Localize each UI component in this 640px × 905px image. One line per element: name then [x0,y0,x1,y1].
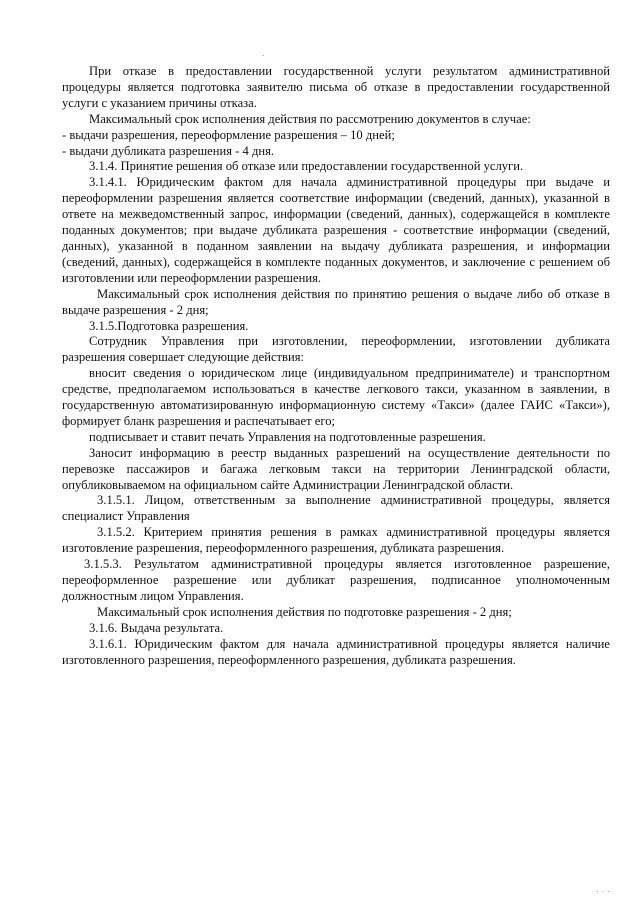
scan-dot-top: · [262,50,265,60]
paragraph: 3.1.5.3. Результатом административной процедуры является изготовленное разрешение, переоформленное разрешение или дубликат разрешения, подписанное уполномоченным должностным лицом Управления. [62,557,610,603]
paragraph: 3.1.6. Выдача результата. [89,620,224,635]
paragraph: Максимальный срок исполнения действия по рассмотрению документов в случае: [89,111,531,126]
paragraph: Максимальный срок исполнения действия по подготовке разрешения - 2 дня; [97,604,512,619]
paragraph: - выдачи дубликата разрешения - 4 дня. [62,143,275,158]
paragraph: 3.1.4. Принятие решения об отказе или предоставлении государственной услуги. [89,159,524,174]
paragraph: 3.1.5.2. Критерием принятия решения в рамках административной процедуры является изготовление разрешения, переоформленного разрешения, дубликата разрешения. [62,525,610,556]
paragraph: При отказе в предоставлении государственной услуги результатом административной процедуры является подготовка заявителю письма об отказе в предоставлении государственной услуги с указанием причины отказа. [62,64,610,110]
paragraph: 3.1.6.1. Юридическим фактом для начала административной процедуры является наличие изготовленного разрешения, переоформленного разрешения, дубликата разрешения. [62,636,610,667]
paragraph: Заносит информацию в реестр выданных разрешений на осуществление деятельности по перевозке пассажиров и багажа легковым такси на территории Ленинградской области, опубликовываемом на официальном сайте Администрации Ленинградской области. [62,445,610,492]
paragraph: 3.1.5.1. Лицом, ответственным за выполнение административной процедуры, является специалист Управления [62,493,610,524]
paragraph: подписывает и ставит печать Управления на подготовленные разрешения. [89,429,486,444]
document-page [62,64,610,668]
paragraph: 3.1.4.1. Юридическим фактом для начала административной процедуры при выдаче и переоформлении разрешения является соответствие информации (сведений, данных), указанной в ответе на межведомственный запрос, информации (сведений, данных), содержащейся в комплекте поданных документов; при выдаче дубликата разрешения - соответствие информации (сведений, данных), указанной в поданном заявлении на выдачу дубликата разрешения, и информации (сведений, данных), содержащейся в комплекте поданных документов, и заключение с решением об изготовлении или переоформлении разрешения. [62,175,610,285]
paragraph: 3.1.5.Подготовка разрешения. [89,318,249,333]
paragraph: - выдачи разрешения, переоформление разрешения – 10 дней; [62,127,395,142]
paragraph: вносит сведения о юридическом лице (индивидуальном предпринимателе) и транспортном средстве, предполагаемом использоваться в качестве легкового такси, указанном в заявлении, в государственную автоматизированную информационную систему «Такси» (далее ГАИС «Такси»), формирует бланк разрешения и распечатывает его; [62,366,610,428]
paragraph: Максимальный срок исполнения действия по принятию решения о выдаче либо об отказе в выдаче разрешения - 2 дня; [62,286,610,317]
scan-dot-bottom: · · · [596,886,610,896]
paragraph: Сотрудник Управления при изготовлении, переоформлении, изготовлении дубликата разрешения совершает следующие действия: [62,334,610,365]
